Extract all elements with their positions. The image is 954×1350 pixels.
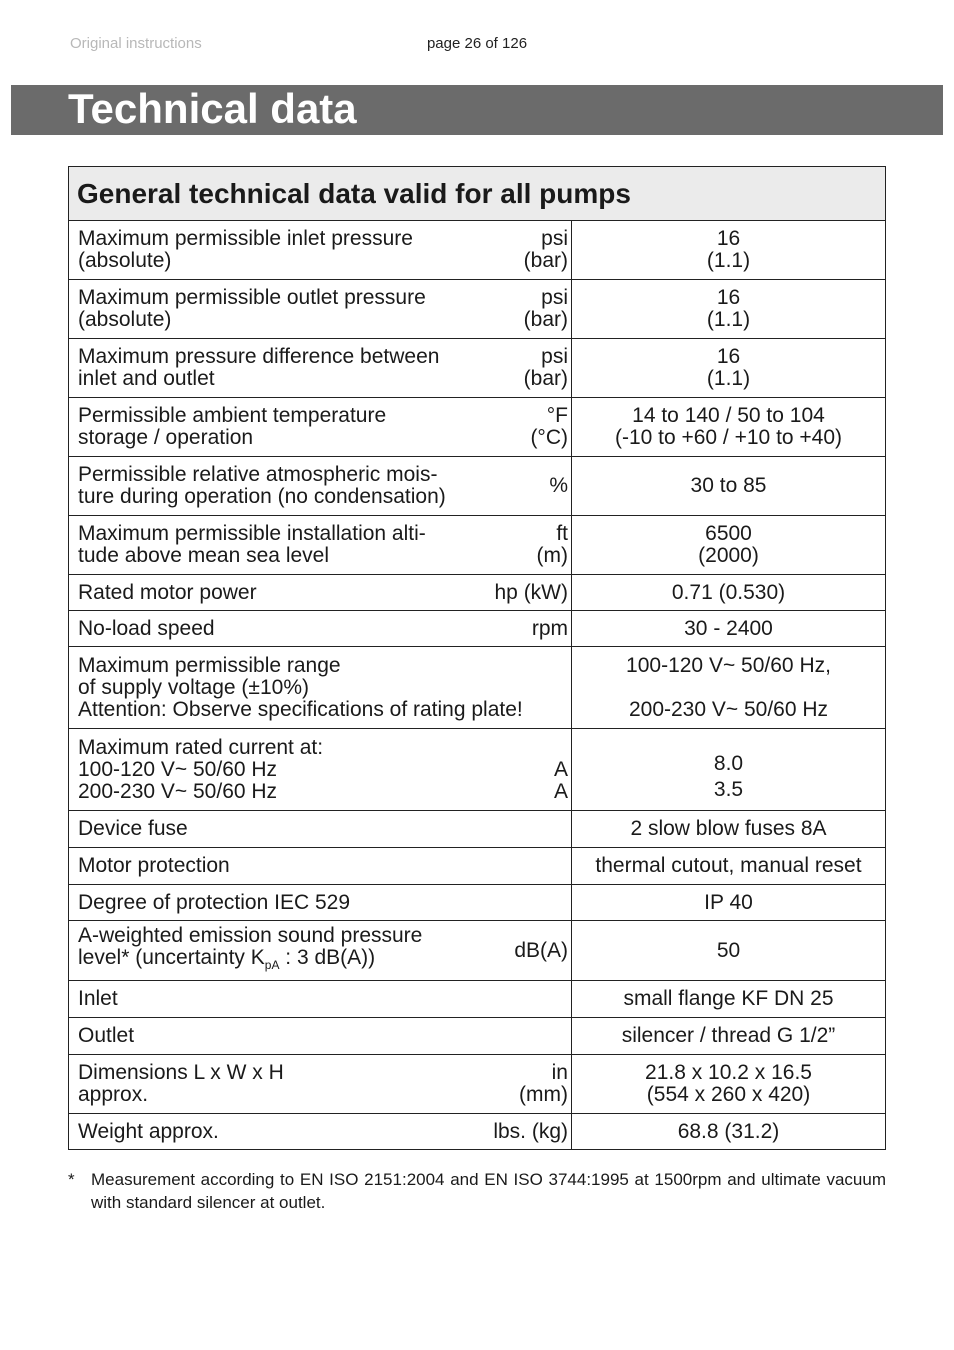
parameter-cell xyxy=(69,921,572,981)
value-cell xyxy=(572,921,886,981)
parameter-label: 200-230 V~ 50/60 Hz xyxy=(78,779,278,803)
table-row xyxy=(69,1055,886,1114)
value-cell xyxy=(572,457,886,516)
parameter-cell xyxy=(69,848,572,885)
parameter-cell xyxy=(69,280,572,339)
parameter-note: Attention: Observe specifications of rating plate! xyxy=(78,697,523,721)
value-cell xyxy=(572,398,886,457)
parameter-label: Maximum permissible installation alti- xyxy=(78,522,426,545)
table-row xyxy=(69,848,886,885)
table-row xyxy=(69,398,886,457)
value-text: 16 xyxy=(716,227,741,250)
value-text: (1.1) xyxy=(706,249,751,272)
unit-label: rpm xyxy=(531,616,568,640)
value-cell xyxy=(572,729,886,811)
unit-label: A xyxy=(553,779,568,803)
unit-label: dB(A) xyxy=(514,938,568,962)
value-text: 100-120 V~ 50/60 Hz, xyxy=(626,653,831,677)
table-heading: General technical data valid for all pumps xyxy=(69,167,886,221)
parameter-cell xyxy=(69,1055,572,1114)
parameter-label: Permissible ambient temperature xyxy=(78,404,387,427)
value-cell xyxy=(572,885,886,921)
value-text: 30 - 2400 xyxy=(684,616,773,640)
unit-label: A xyxy=(553,757,568,781)
unit-label: (mm) xyxy=(519,1083,568,1107)
parameter-label: Outlet xyxy=(78,1024,135,1048)
value-text: 6500 xyxy=(705,522,752,545)
parameter-label: Maximum pressure difference between xyxy=(78,345,440,368)
table-row xyxy=(69,811,886,848)
parameter-cell xyxy=(69,981,572,1018)
parameter-label: Maximum rated current at: xyxy=(78,735,324,759)
unit-label: °F xyxy=(546,404,568,427)
value-text: 16 xyxy=(716,345,741,368)
table-row xyxy=(69,575,886,611)
table-row xyxy=(69,921,886,981)
value-text: 30 to 85 xyxy=(690,474,767,497)
unit-label: lbs. (kg) xyxy=(493,1119,568,1143)
unit-label: (bar) xyxy=(523,308,568,331)
parameter-cell xyxy=(69,516,572,575)
value-text: 8.0 xyxy=(713,751,744,775)
table-row xyxy=(69,1018,886,1055)
unit-label: (bar) xyxy=(523,367,568,390)
unit-label: ft xyxy=(556,522,568,545)
table-row xyxy=(69,221,886,280)
parameter-cell xyxy=(69,1018,572,1055)
table-row xyxy=(69,280,886,339)
parameter-label: tude above mean sea level xyxy=(78,544,330,567)
parameter-cell xyxy=(69,457,572,516)
value-text: 50 xyxy=(716,938,741,962)
parameter-label: Motor protection xyxy=(78,854,230,877)
value-cell xyxy=(572,848,886,885)
parameter-label: approx. xyxy=(78,1083,149,1107)
table-row xyxy=(69,1114,886,1150)
value-cell xyxy=(572,221,886,280)
technical-data-table xyxy=(68,166,886,1150)
parameter-label: (absolute) xyxy=(78,308,172,331)
parameter-cell xyxy=(69,1114,572,1150)
parameter-cell xyxy=(69,647,572,729)
parameter-label: Maximum permissible range xyxy=(78,653,341,677)
value-text: 14 to 140 / 50 to 104 xyxy=(632,404,825,427)
value-text: 0.71 (0.530) xyxy=(671,580,786,604)
unit-label: % xyxy=(549,474,568,497)
parameter-cell xyxy=(69,729,572,811)
value-text: 3.5 xyxy=(713,777,744,801)
value-text: (-10 to +60 / +10 to +40) xyxy=(614,426,843,449)
parameter-label-part: level* (uncertainty K xyxy=(78,946,265,969)
parameter-label: Maximum permissible inlet pressure xyxy=(78,227,413,250)
parameter-label: inlet and outlet xyxy=(78,367,215,390)
parameter-cell xyxy=(69,398,572,457)
parameter-label: Weight approx. xyxy=(78,1119,219,1143)
parameter-label: 100-120 V~ 50/60 Hz xyxy=(78,757,278,781)
value-spacer xyxy=(578,677,879,699)
document-type-label: Original instructions xyxy=(70,35,202,52)
value-text: (554 x 260 x 420) xyxy=(646,1083,811,1107)
footnote-text: Measurement according to EN ISO 2151:2004 and EN ISO 3744:1995 at 1500rpm and ultimate vacuum with standard silencer at outlet. xyxy=(91,1170,886,1212)
unit-label: psi xyxy=(541,286,568,309)
value-text: 200-230 V~ 50/60 Hz xyxy=(628,697,829,721)
parameter-cell xyxy=(69,221,572,280)
parameter-label: of supply voltage (±10%) xyxy=(78,675,309,699)
parameter-cell xyxy=(69,885,572,921)
value-cell xyxy=(572,1114,886,1150)
parameter-label: Permissible relative atmospheric mois- xyxy=(78,463,438,486)
value-cell xyxy=(572,981,886,1018)
value-text: 21.8 x 10.2 x 16.5 xyxy=(645,1061,812,1085)
unit-label: psi xyxy=(541,227,568,250)
value-cell xyxy=(572,575,886,611)
unit-label: (bar) xyxy=(523,249,568,272)
subscript-label: pA xyxy=(264,958,280,973)
parameter-label-part: : 3 dB(A)) xyxy=(279,946,376,969)
parameter-label: Maximum permissible outlet pressure xyxy=(78,286,426,309)
footnote xyxy=(68,1168,886,1214)
parameter-label: storage / operation xyxy=(78,426,254,449)
parameter-label: Device fuse xyxy=(78,817,188,840)
value-text: 16 xyxy=(716,286,741,309)
title-bar xyxy=(11,85,943,135)
unit-label: (m) xyxy=(536,544,568,567)
parameter-label: Dimensions L x W x H xyxy=(78,1061,284,1085)
table-row xyxy=(69,516,886,575)
table-row xyxy=(69,981,886,1018)
value-text: (1.1) xyxy=(706,367,751,390)
table-row xyxy=(69,611,886,647)
page-title: Technical data xyxy=(68,85,357,132)
value-cell xyxy=(572,647,886,729)
unit-label: in xyxy=(551,1061,568,1085)
parameter-cell xyxy=(69,575,572,611)
value-cell xyxy=(572,516,886,575)
page-number: page 26 of 126 xyxy=(426,35,528,52)
unit-label: (°C) xyxy=(530,426,568,449)
table-row xyxy=(69,729,886,811)
value-text: (2000) xyxy=(698,544,759,567)
table-row xyxy=(69,647,886,729)
footnote-marker: * xyxy=(68,1170,75,1189)
value-cell xyxy=(572,1055,886,1114)
value-cell xyxy=(572,811,886,848)
value-text: silencer / thread G 1/2” xyxy=(621,1024,836,1048)
value-text: 68.8 (31.2) xyxy=(677,1119,780,1143)
parameter-cell xyxy=(69,339,572,398)
table-row xyxy=(69,457,886,516)
parameter-label: Rated motor power xyxy=(78,580,257,604)
parameter-label: Inlet xyxy=(78,987,118,1011)
parameter-label: A-weighted emission sound pressure xyxy=(78,924,423,947)
value-cell xyxy=(572,280,886,339)
value-text: (1.1) xyxy=(706,308,751,331)
parameter-cell xyxy=(69,611,572,647)
table-row xyxy=(69,339,886,398)
value-cell xyxy=(572,611,886,647)
value-text: thermal cutout, manual reset xyxy=(595,854,862,877)
parameter-label: Degree of protection IEC 529 xyxy=(78,890,350,914)
value-text: small flange KF DN 25 xyxy=(623,987,834,1011)
unit-label: psi xyxy=(541,345,568,368)
parameter-label xyxy=(78,947,506,976)
table-heading-row xyxy=(69,167,886,221)
value-text: 2 slow blow fuses 8A xyxy=(630,817,827,840)
value-cell xyxy=(572,339,886,398)
table-row xyxy=(69,885,886,921)
value-text: IP 40 xyxy=(704,890,753,914)
unit-label: hp (kW) xyxy=(494,580,568,604)
parameter-label: ture during operation (no condensation) xyxy=(78,485,446,508)
parameter-cell xyxy=(69,811,572,848)
parameter-label: No-load speed xyxy=(78,616,215,640)
value-cell xyxy=(572,1018,886,1055)
parameter-label: (absolute) xyxy=(78,249,172,272)
